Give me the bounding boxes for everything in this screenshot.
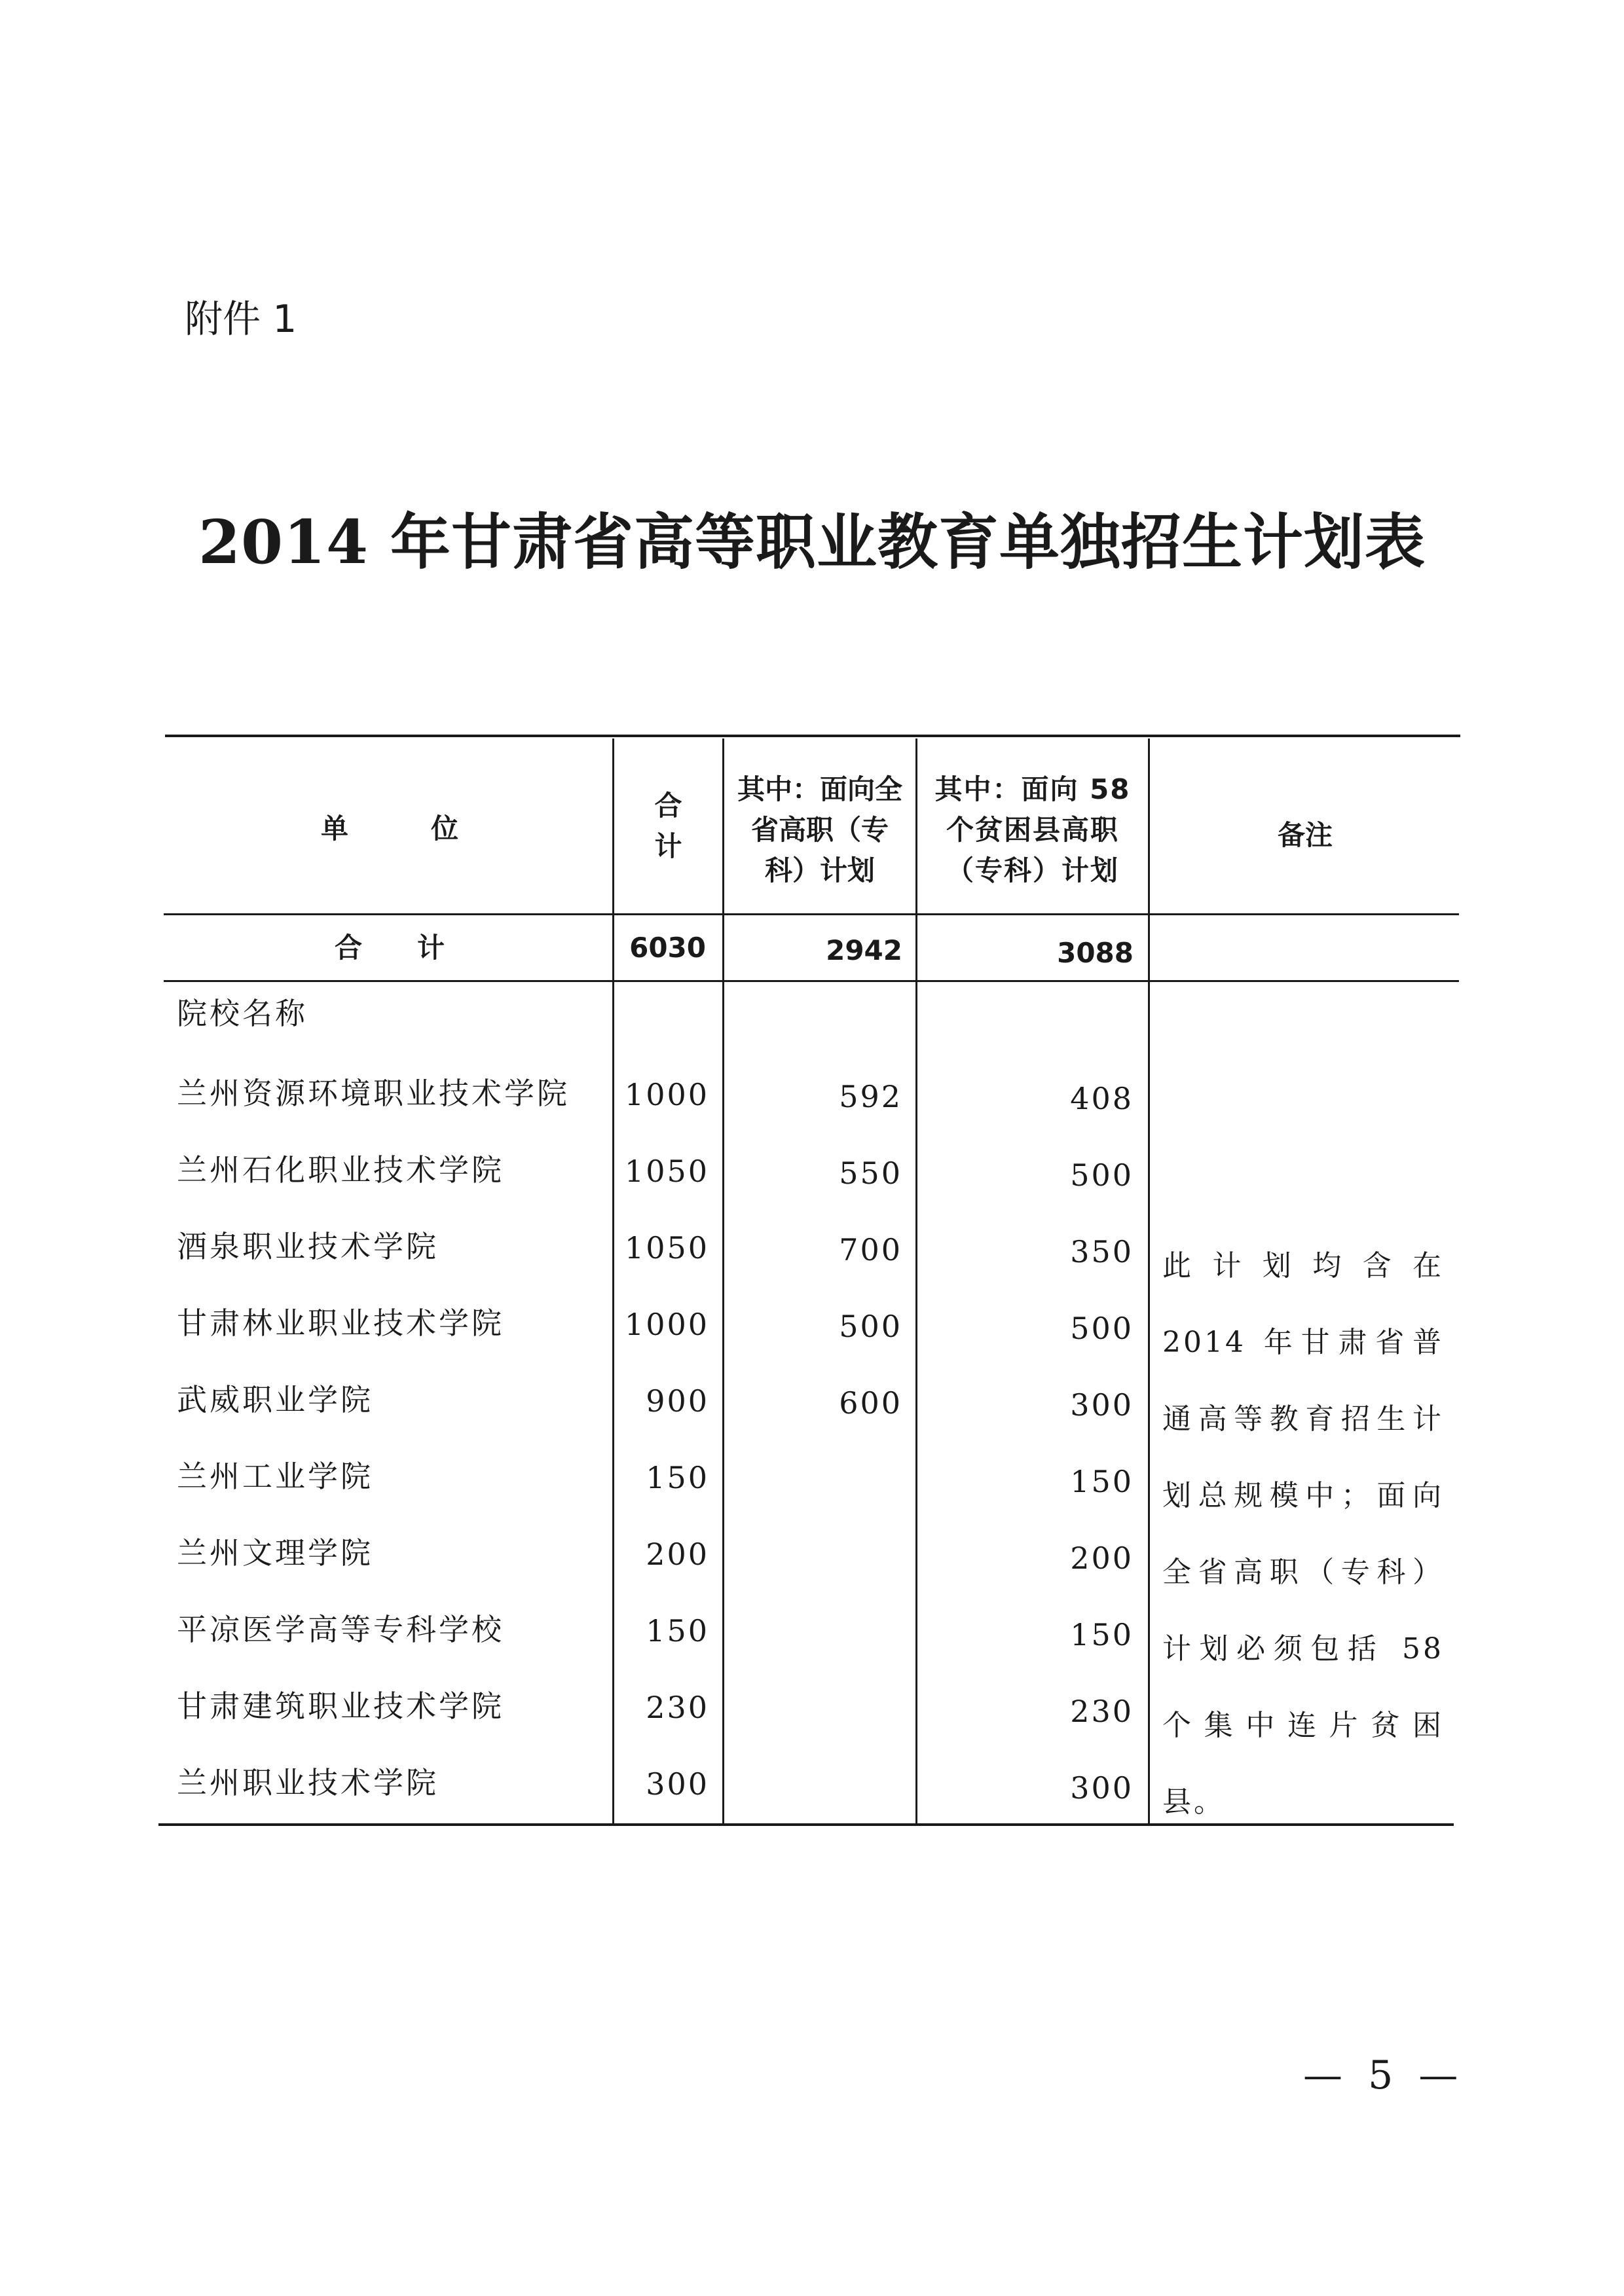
column-divider-4: [1148, 738, 1150, 1825]
row-total: 1050: [624, 1230, 709, 1266]
header-bottom-rule: [164, 913, 1459, 915]
header-province-line2: 省高职（专: [750, 814, 889, 846]
header-province-line1: 其中：面向全: [737, 773, 902, 805]
row-name: 平凉医学高等专科学校: [177, 1612, 504, 1647]
row-total: 1050: [624, 1154, 709, 1189]
row-total: 200: [646, 1537, 709, 1572]
header-total: [614, 786, 722, 867]
row-total: 300: [646, 1766, 709, 1802]
column-divider-1: [612, 738, 614, 1825]
row-total: 1000: [624, 1077, 709, 1112]
row-name: 兰州资源环境职业技术学院: [177, 1076, 570, 1111]
attachment-label: 附件 1: [185, 297, 297, 341]
row-name: 兰州石化职业技术学院: [177, 1152, 504, 1188]
row-province: 600: [839, 1385, 902, 1421]
row-name: 兰州工业学院: [177, 1459, 373, 1494]
header-province: [724, 769, 915, 891]
row-province: 700: [839, 1232, 902, 1267]
row-total: 150: [646, 1460, 709, 1495]
header-poor: [917, 769, 1148, 891]
remark-text: 此计划均含在 2014 年甘肃省普通高等教育招生计划总规模中；面向全省高职（专科）计划必须包括 58 个集中连片贫困县。: [1162, 1249, 1444, 1819]
row-poor: 300: [1070, 1387, 1134, 1423]
row-province: 500: [839, 1309, 902, 1344]
summary-total: 6030: [629, 932, 706, 964]
row-poor: 150: [1070, 1617, 1134, 1652]
header-total-line2: 计: [654, 830, 682, 862]
summary-province: 2942: [826, 934, 902, 966]
row-poor: 150: [1070, 1464, 1134, 1499]
summary-label: 合 计: [334, 932, 445, 964]
row-total: 230: [646, 1690, 709, 1725]
row-name: 兰州文理学院: [177, 1535, 373, 1571]
row-total: 1000: [624, 1307, 709, 1342]
row-poor: 230: [1070, 1694, 1134, 1729]
row-poor: 408: [1070, 1081, 1134, 1116]
row-total: 900: [646, 1383, 709, 1419]
row-poor: 500: [1070, 1157, 1134, 1193]
summary-poor: 3088: [1057, 937, 1134, 969]
header-unit: 单 位: [320, 812, 458, 845]
summary-bottom-rule: [164, 980, 1459, 982]
row-province: 550: [839, 1156, 902, 1191]
row-name: 甘肃林业职业技术学院: [177, 1305, 504, 1341]
column-divider-2: [722, 738, 724, 1825]
row-name: 酒泉职业技术学院: [177, 1229, 439, 1264]
page-number: — 5 —: [1303, 2052, 1465, 2098]
header-total-line1: 合: [654, 790, 682, 822]
column-divider-3: [915, 738, 917, 1825]
header-remark: 备注: [1277, 819, 1333, 851]
header-poor-line3: （专科）计划: [946, 854, 1119, 886]
section-label: 院校名称: [177, 996, 308, 1031]
row-total: 150: [646, 1613, 709, 1649]
header-province-line3: 科）计划: [764, 854, 875, 886]
header-poor-line2: 个贫困县高职: [946, 814, 1119, 846]
row-poor: 500: [1070, 1311, 1134, 1346]
row-name: 兰州职业技术学院: [177, 1765, 439, 1800]
row-province: 592: [839, 1079, 902, 1114]
row-name: 甘肃建筑职业技术学院: [177, 1688, 504, 1724]
header-poor-line1: 其中：面向 58: [934, 773, 1131, 805]
row-poor: 350: [1070, 1234, 1134, 1269]
row-poor: 200: [1070, 1540, 1134, 1576]
document-title: 2014 年甘肃省高等职业教育单独招生计划表: [198, 507, 1426, 577]
row-poor: 300: [1070, 1770, 1134, 1806]
row-name: 武威职业学院: [177, 1382, 373, 1417]
table-top-rule: [165, 735, 1460, 737]
